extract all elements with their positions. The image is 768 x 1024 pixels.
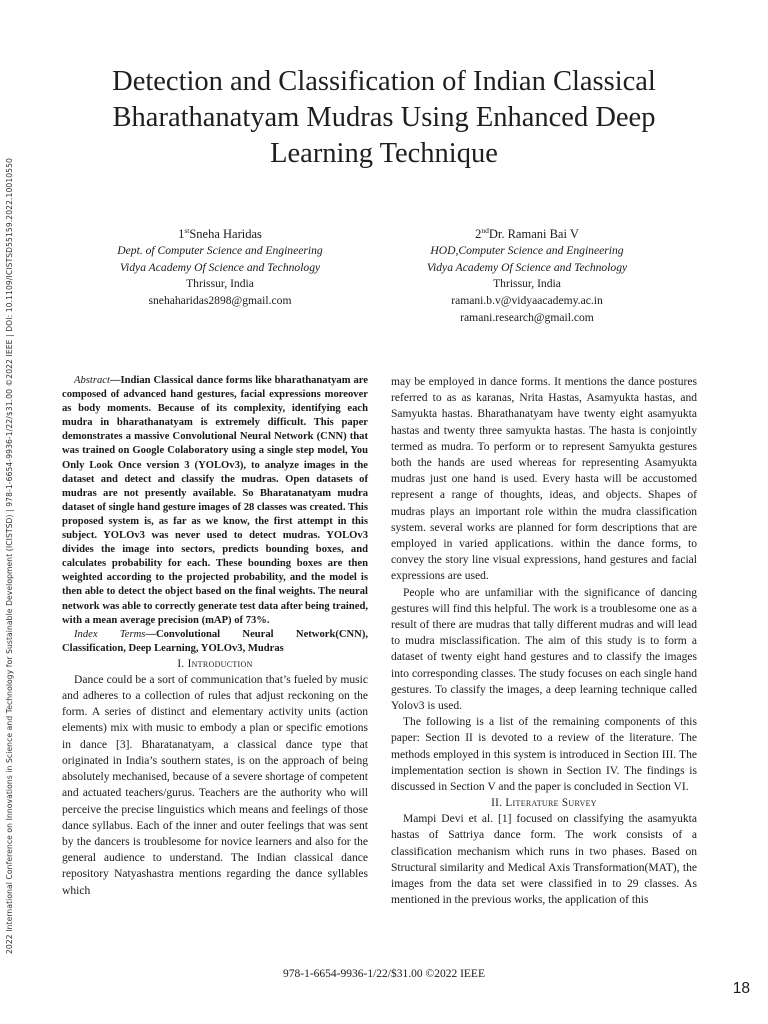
page-number: 18 (732, 980, 750, 997)
abstract-text: —Indian Classical dance forms like bharathanatyam are composed of advanced hand gestures, facial expressions moreover as body moments. Because of its complexity, identifying each mudra in bharathanatyam is extremely difficult. This paper demonstrates a massive Convolutional Neural Network (CNN) that was trained on Google Colaboratory using a single step model, You Only Look Once version 3 (YOLOv3), to analyze images in the dataset and detect and classify the mudras. Open datasets of mudras are not presently available. So Bharatanatyam mudra dataset of single hand gesture images of 28 classes was created. This proposed system is, as far as we know, the first attempt in this subject. YOLOv3 was never used to detect mudras. YOLOv3 divides the image into sectors, predicts bounding boxes, and calculates probability for each. These bounding boxes are then weighted according to the projected probability, and the model is then able to detect the object based on the final weights. The neural network was able to correctly generate test data after being trained, with a mean average precision (mAP) of 73%. (62, 375, 368, 626)
author-block-2 (377, 226, 677, 327)
author-location: Thrissur, India (493, 277, 561, 291)
section-heading-introduction: I. Introduction (177, 657, 253, 670)
paragraph: Dance could be a sort of communication that’s fueled by music and adheres to a collection of rules that adjust reckoning on the form. A series of distinct and elementary activity units (action elements) mix with music to embody a plan or specific emotions in dance [3]. Bharatanatyam, a classical dance type that originated in India’s southern states, is on the approach of being absolutely mechanised, because of a severe shortage of competent and actuated teachers/gurus. Teachers are the authority who will perceive the precise linguistics which means and feelings of those dance syllabus. Each of the inner and outer feelings that was sent by the dancers is troublesome for novice learners and also for the general audience to understand. The Indian classical dance repository Natyashastra mentions regarding the dance syllables which (62, 673, 368, 897)
left-column (62, 374, 368, 899)
paragraph: Mampi Devi et al. [1] focused on classifying the asamyukta hastas of Sattriya dance form. The work consists of a classification mechanism which runs in two phases. Based on Structural similarity and Medical Axis Transformation(MAT), the images from the data set were classified in to 29 classes. As mentioned in the previous works, the application of this (391, 813, 697, 907)
author-name: 1stSneha Haridas (178, 225, 262, 241)
index-terms (62, 628, 368, 656)
footer-copyright: 978-1-6654-9936-1/22/$31.00 ©2022 IEEE (283, 968, 485, 980)
author-email: ramani.b.v@vidyaacademy.ac.in (451, 294, 603, 308)
index-terms-label: Index Terms (74, 628, 146, 640)
index-terms-text: —Convolutional Neural Network(CNN), Classification, Deep Learning, YOLOv3, Mudras (62, 628, 368, 654)
paragraph: The following is a list of the remaining components of this paper: Section II is devoted to a review of the literature. The methods employed in this system is introduced in Section III. The implementation section is shown in Section IV. The findings is discussed in Section V and the paper is concluded in Section VI. (391, 716, 697, 794)
paper-title: Detection and Classification of Indian Classical Bharathanatyam Mudras Using Enhanced Deep Learning Technique (112, 66, 656, 169)
copyright-side-note: 2022 International Conference on Innovations in Science and Technology for Sustainable Development (ICISTSD) | 978-1-6654-9936-1/22/$31.00 ©2022 IEEE | DOI: 10.1109/ICISTSD55159.2022.10010550 (5, 158, 14, 954)
author-location: Thrissur, India (186, 277, 254, 291)
author-block-1 (70, 226, 370, 310)
section-heading-literature-survey: II. Literature Survey (491, 797, 597, 810)
author-email-secondary: ramani.research@gmail.com (460, 310, 594, 324)
author-dept: HOD,Computer Science and Engineering (430, 243, 624, 257)
author-email: snehaharidas2898@gmail.com (148, 294, 292, 308)
abstract-label: Abstract (74, 375, 110, 386)
author-org: Vidya Academy Of Science and Technology (119, 260, 321, 274)
right-column (391, 374, 697, 909)
paragraph: People who are unfamiliar with the significance of dancing gestures will find this helpful. The work is a troublesome one as a result of there are mudras that tally different mudras and will lead to mudra misclassification. The aim of this study is to form a dataset of twenty eight hand gestures and to classify the images into corresponding classes. The study focuses on each single hand gestures. To classify the images, a deep learning technique called Yolov3 is used. (391, 586, 697, 713)
author-dept: Dept. of Computer Science and Engineering (117, 243, 323, 257)
author-name: 2ndDr. Ramani Bai V (475, 225, 579, 241)
author-org: Vidya Academy Of Science and Technology (426, 260, 628, 274)
abstract (62, 374, 368, 628)
paragraph-continued: may be employed in dance forms. It mentions the dance postures referred to as as karanas, Nrita Hastas, Asamyukta hastas, and Samyukta hastas. Bharathanatyam have twenty eight asamyukta hastas and twenty three samyukta hastas. The hasta is conjointly termed as mudra. To perform or to represent Samyukta gestures both the hands are used whereas for representing Asamyukta mudras just one hand is used. Every hasta will be accustomed represent a range of thoughts, ideas, and objects. Shapes of mudras plays an important role within the mudra classification system. several works are planned for form descriptions that are employed in varied applications. within the dance forms, to convey the story line visual expressions, hand gestures and facial expressions are used. (391, 376, 697, 583)
